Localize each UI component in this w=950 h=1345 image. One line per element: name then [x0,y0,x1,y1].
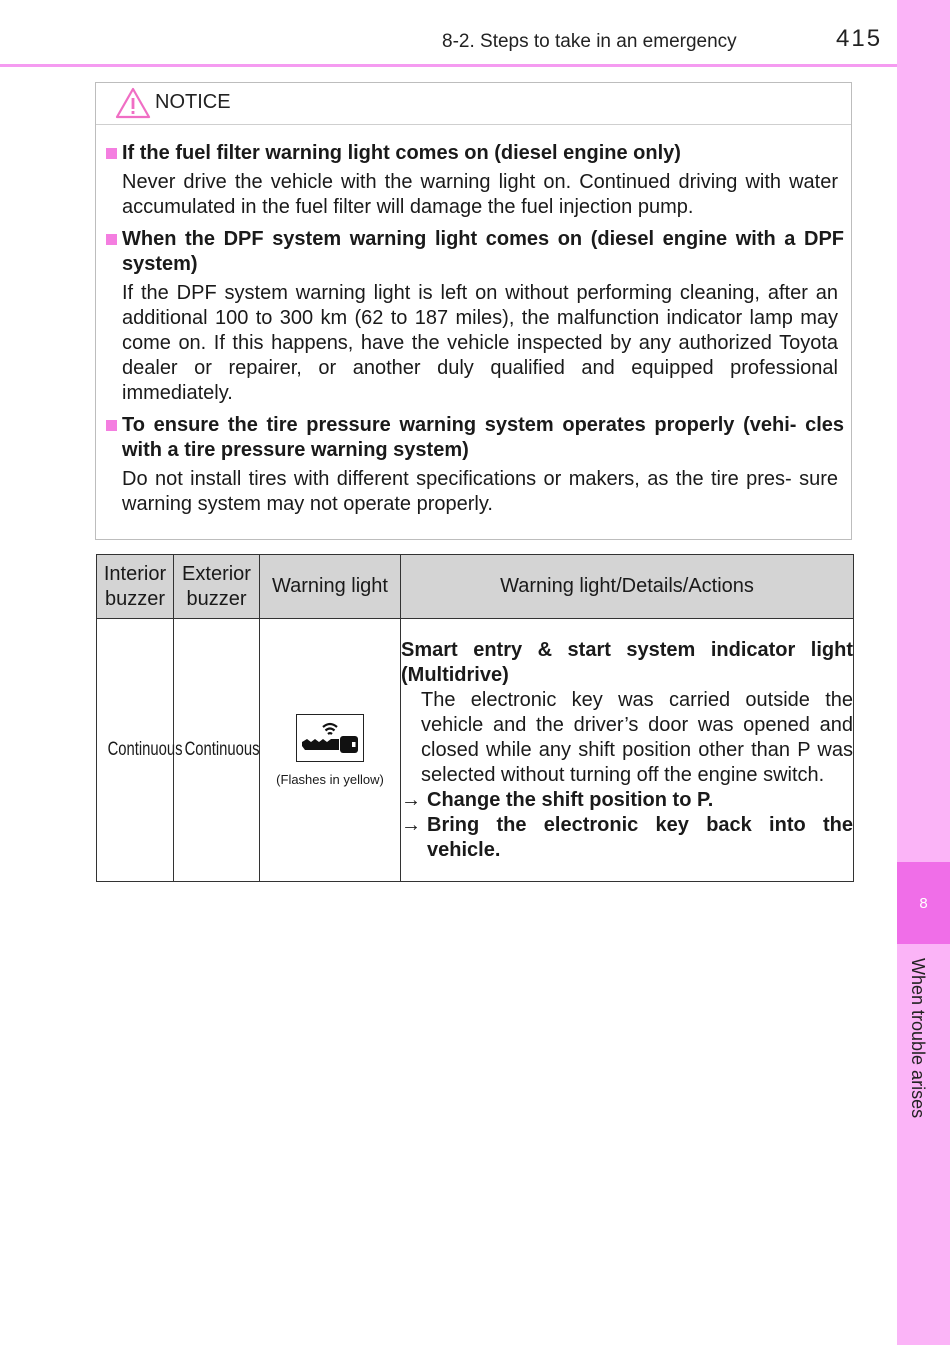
warning-light-cell [260,619,401,882]
chapter-sidebar [897,0,950,1345]
notice-item-body: If the DPF system warning light is left on without performing cleaning, after an additional 100 to 300 km (62 to 187 miles), the malfunction indicator lamp may come on. If this happens, have the vehicle inspected by any authorized Toyota dealer or repairer, or another duly qualified and equipped professional immediately. [122,282,838,404]
interior-buzzer-value: Continuous [107,739,183,760]
action-text: Bring the electronic key back into the vehicle. [427,813,853,861]
warning-light-table [96,554,854,882]
square-bullet-icon [104,413,122,438]
exterior-buzzer-value: Continuous [184,739,260,760]
smart-key-indicator-icon [296,714,364,762]
header-details-actions: Warning light/Details/Actions [401,555,854,619]
notice-item-heading: To ensure the tire pressure warning system operates properly (vehi- cles with a tire pressure warning system) [122,414,844,461]
warning-title: Smart entry & start system indicator light (Multidrive) [401,638,853,686]
details-cell [401,619,854,882]
header-warning-light: Warning light [260,555,401,619]
notice-header [96,83,851,125]
square-bullet-icon [104,227,122,252]
page-number: 415 [836,25,883,52]
chapter-title: When trouble arises [908,958,928,1119]
action-item [401,788,853,813]
header-rule [0,64,897,67]
notice-title: NOTICE [155,91,231,113]
notice-item-body: Do not install tires with different specifications or makers, as the tire pres- sure warning system may not operate properly. [122,468,838,515]
chapter-number: 8 [919,894,928,912]
header-interior-buzzer: Interior buzzer [97,555,174,619]
table-row [97,619,854,882]
notice-item-heading: When the DPF system warning light comes on (diesel engine with a DPF system) [122,228,844,275]
notice-item [104,413,844,517]
exterior-buzzer-cell [174,619,260,882]
table-header-row [97,555,854,619]
chapter-tab [897,862,950,944]
notice-item [104,227,844,406]
notice-item-body: Never drive the vehicle with the warning light on. Continued driving with water accumulated in the fuel filter will damage the fuel injection pump. [122,171,838,218]
header-exterior-buzzer: Exterior buzzer [174,555,260,619]
interior-buzzer-cell [97,619,183,882]
notice-box [95,82,852,540]
action-text: Change the shift position to P. [427,788,714,811]
section-title: 8-2. Steps to take in an emergency [442,31,737,52]
action-item [401,813,853,863]
notice-item [104,141,844,220]
notice-item-heading: If the fuel filter warning light comes on (diesel engine only) [122,142,681,164]
warning-light-caption: (Flashes in yellow) [276,771,384,787]
right-arrow-icon: → [401,788,421,811]
warning-description: The electronic key was carried outside the vehicle and the driver’s door was opened and closed while any shift position other than P was selected without turning off the engine switch. [421,688,853,786]
right-arrow-icon: → [401,813,421,836]
warning-triangle-icon [115,87,151,119]
square-bullet-icon [104,141,122,166]
